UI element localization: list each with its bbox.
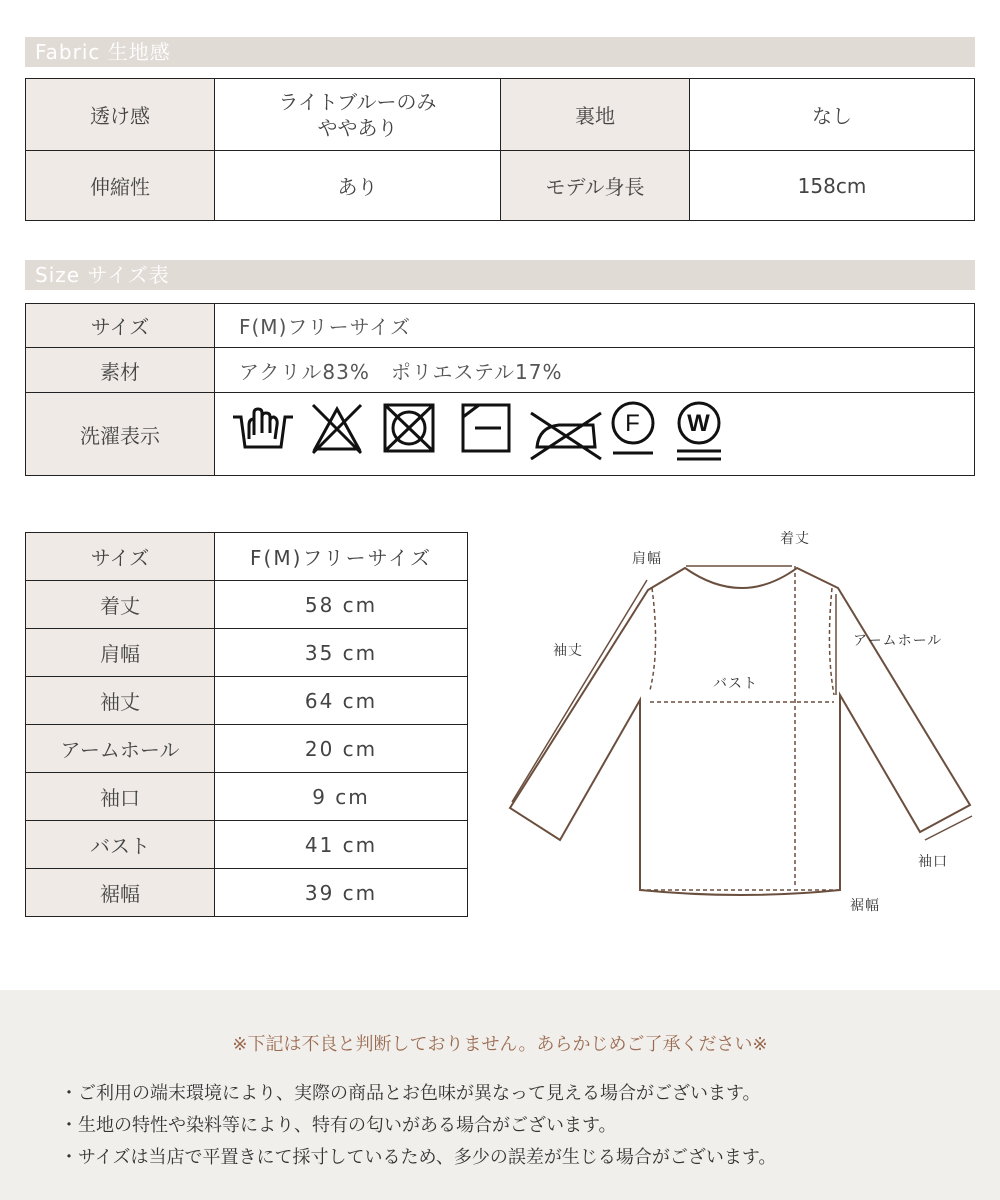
measure-value: 20 cm <box>215 725 468 773</box>
spec-value-size: F(M)フリーサイズ <box>239 315 411 339</box>
diagram-label-hem: 裾幅 <box>850 898 880 914</box>
no-bleach-icon <box>313 405 361 453</box>
fabric-label-lining: 裏地 <box>501 79 690 151</box>
diagram-label-bust: バスト <box>713 676 758 692</box>
measure-value: 58 cm <box>215 581 468 629</box>
care-icons-svg <box>229 399 729 469</box>
measure-label: バスト <box>26 821 215 869</box>
wet-clean-w-letter: W <box>687 410 711 437</box>
footer-notice: ※下記は不良と判断しておりません。あらかじめご了承ください※ <box>232 1034 768 1055</box>
spec-row-care <box>25 392 975 476</box>
no-tumble-dry-icon <box>385 405 433 451</box>
no-iron-icon <box>531 413 601 459</box>
measure-value: 41 cm <box>215 821 468 869</box>
measure-lines <box>640 566 840 890</box>
measure-value: 35 cm <box>215 629 468 677</box>
measure-value: 39 cm <box>215 869 468 917</box>
diagram-label-length: 着丈 <box>780 531 810 547</box>
measurement-table <box>25 532 468 917</box>
fabric-value-lining: なし <box>690 79 975 151</box>
footer-bullet: ・サイズは当店で平置きにて採寸しているため、多少の誤差が生じる場合がございます。 <box>60 1147 777 1168</box>
measure-arrows <box>512 566 972 840</box>
measure-label: 袖口 <box>26 773 215 821</box>
footer-bullet-list <box>60 1078 776 1174</box>
fabric-section-header: Fabric 生地感 <box>25 37 975 67</box>
dry-clean-f-letter: F <box>625 410 641 437</box>
footer-bullet: ・ご利用の端末環境により、実際の商品とお色味が異なって見える場合がございます。 <box>60 1083 761 1104</box>
spec-row-size <box>25 303 975 348</box>
measure-value: 9 cm <box>215 773 468 821</box>
size-section-header: Size サイズ表 <box>25 260 975 290</box>
spec-label-size: サイズ <box>26 304 215 347</box>
fabric-table <box>25 78 975 221</box>
fabric-label-model-height: モデル身長 <box>501 151 690 221</box>
footer-notes <box>0 990 1000 1200</box>
measure-label: 裾幅 <box>26 869 215 917</box>
hand-wash-icon <box>233 409 293 447</box>
fabric-value-transparency-line1: ライトブルーのみ <box>278 89 437 114</box>
measure-label: アームホール <box>26 725 215 773</box>
measure-header-label: サイズ <box>26 533 215 581</box>
diagram-label-shoulder: 肩幅 <box>632 551 662 567</box>
measure-value: 64 cm <box>215 677 468 725</box>
flat-dry-icon <box>463 405 509 451</box>
diagram-label-armhole: アームホール <box>853 633 943 649</box>
fabric-label-transparency: 透け感 <box>26 79 215 151</box>
diagram-label-sleeve: 袖丈 <box>553 643 583 659</box>
footer-bullet: ・生地の特性や染料等により、特有の匂いがある場合がございます。 <box>60 1115 617 1136</box>
fabric-label-stretch: 伸縮性 <box>26 151 215 221</box>
fabric-value-stretch: あり <box>215 151 501 221</box>
measure-label: 袖丈 <box>26 677 215 725</box>
spec-value-material: アクリル83% ポリエステル17% <box>239 359 563 384</box>
measure-label: 肩幅 <box>26 629 215 677</box>
measure-label: 着丈 <box>26 581 215 629</box>
garment-outline <box>510 568 970 895</box>
care-icons <box>215 393 974 475</box>
fabric-value-model-height: 158cm <box>690 151 975 221</box>
spec-row-material <box>25 347 975 393</box>
measure-header-value: F(M)フリーサイズ <box>215 533 468 581</box>
fabric-value-transparency <box>215 79 501 151</box>
fabric-value-transparency-line2: ややあり <box>317 115 398 140</box>
diagram-label-cuff: 袖口 <box>918 854 948 870</box>
garment-diagram <box>500 540 980 920</box>
spec-label-care: 洗濯表示 <box>26 393 215 475</box>
spec-label-material: 素材 <box>26 348 215 392</box>
